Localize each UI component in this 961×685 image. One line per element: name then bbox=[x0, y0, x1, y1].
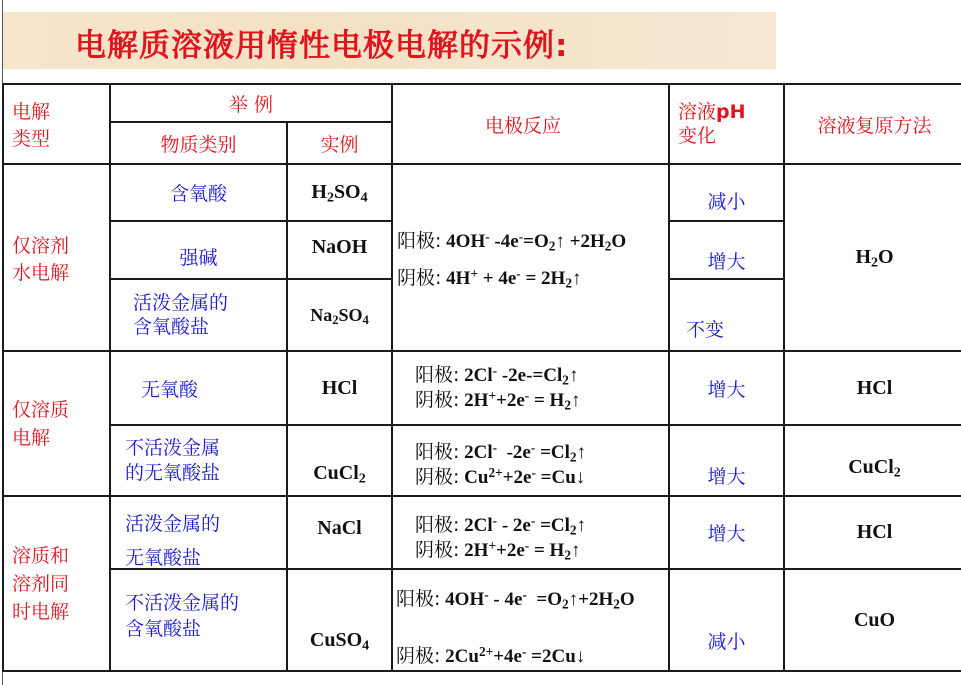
class-line: 含氧酸盐 bbox=[125, 618, 202, 640]
class-cell bbox=[110, 496, 287, 569]
class-line: 活泼金属的 bbox=[125, 513, 221, 535]
instance-cell bbox=[287, 425, 392, 496]
type-line: 水电解 bbox=[12, 261, 70, 284]
cathode-equation: 阴极: $4H^+ + 4e^- = 2H_2↑$ bbox=[397, 265, 582, 290]
ph-cell: 减小 bbox=[669, 164, 784, 221]
header-instance: 实例 bbox=[287, 122, 392, 164]
page-title: 电解质溶液用惰性电极电解的示例: bbox=[75, 28, 569, 64]
class-line: 不活泼金属 bbox=[125, 436, 221, 459]
anode-equation: 阳极: $4OH^- - 4e^- =O_2↑+2H_2O$ bbox=[396, 587, 635, 612]
header-type bbox=[3, 84, 110, 164]
formula-part: H bbox=[855, 246, 872, 268]
class-cell: 无氧酸 bbox=[110, 351, 287, 425]
type-line: 仅溶质 bbox=[12, 398, 70, 421]
formula-part: SO bbox=[338, 304, 363, 325]
formula-part: SO bbox=[333, 181, 361, 203]
type-line: 仅溶剂 bbox=[12, 234, 70, 257]
cathode-equation: 阴极: $2Cu^{2+}+4e^-$ =2Cu↓ bbox=[396, 644, 586, 667]
restore-cell: CuCl$_2$ bbox=[784, 425, 961, 496]
cathode-equation: 阴极: $Cu^{2+}+2e^-$ =Cu↓ bbox=[415, 464, 586, 488]
formula-part: Na bbox=[310, 304, 333, 325]
anode-equation: 阳极: 4OH- $-4e^-=O_2↑ +2H_2O$ bbox=[397, 228, 627, 253]
formula-sub: 2 bbox=[326, 190, 334, 206]
instance-cell bbox=[287, 279, 392, 351]
restore-cell: HCl bbox=[784, 496, 961, 569]
formula-part: CuSO bbox=[309, 629, 363, 651]
formula-sub: 4 bbox=[362, 638, 370, 654]
type-line: 溶剂同 bbox=[12, 572, 70, 595]
instance-cell bbox=[287, 569, 392, 671]
cathode-label: 阴极: bbox=[397, 266, 442, 289]
class-line: 不活泼金属的 bbox=[125, 592, 240, 614]
ph-cell: 减小 bbox=[669, 569, 784, 671]
header-type-line2: 类型 bbox=[12, 128, 51, 150]
ph-cell: 增大 bbox=[669, 425, 784, 496]
reaction-cell bbox=[392, 425, 669, 496]
header-type-line1: 电解 bbox=[12, 101, 51, 123]
type-line: 溶质和 bbox=[12, 544, 70, 567]
type-line: 电解 bbox=[12, 426, 51, 449]
header-ph-change bbox=[669, 84, 784, 164]
type-solute-and-solvent bbox=[3, 496, 110, 671]
ph-cell: 增大 bbox=[669, 496, 784, 569]
formula-sub: 4 bbox=[362, 312, 369, 327]
formula-part: H bbox=[311, 181, 327, 203]
instance-cell: NaCl bbox=[287, 496, 392, 569]
formula-sub: 2 bbox=[871, 255, 879, 271]
formula-part: O bbox=[878, 246, 894, 268]
restore-cell: CuO bbox=[784, 569, 961, 671]
type-solvent-only bbox=[3, 164, 110, 351]
ph-cell: 增大 bbox=[669, 221, 784, 279]
title-banner bbox=[3, 12, 776, 69]
header-electrode-reaction-text: 电极反应 bbox=[485, 114, 562, 137]
class-cell bbox=[110, 279, 287, 351]
reaction-cell bbox=[392, 569, 669, 671]
header-ph-line1a: 溶液 bbox=[678, 101, 717, 123]
header-examples: 举 例 bbox=[110, 84, 392, 122]
header-ph-line1b: pH bbox=[716, 101, 746, 123]
formula-sub: 2 bbox=[332, 312, 339, 327]
type-solute-only bbox=[3, 351, 110, 496]
class-line: 无氧酸盐 bbox=[125, 547, 202, 569]
anode-equation: 阳极: 2Cl- $-2e-=Cl_2↑$ bbox=[415, 363, 579, 388]
reaction-cell bbox=[392, 164, 669, 351]
class-cell: 含氧酸 bbox=[110, 164, 287, 221]
header-ph-line2: 变化 bbox=[678, 125, 717, 147]
ph-cell: 增大 bbox=[669, 351, 784, 425]
class-cell bbox=[110, 425, 287, 496]
formula-sub: 2 bbox=[358, 471, 366, 487]
restore-cell: HCl bbox=[784, 351, 961, 425]
ph-cell: 不变 bbox=[669, 279, 784, 351]
anode-equation: 阳极: $2Cl^- - 2e^- =Cl_2↑$ bbox=[415, 512, 587, 537]
formula-sub: 4 bbox=[360, 190, 368, 206]
cathode-equation: 阴极: $2H^++2e^- = H_2↑$ bbox=[415, 388, 581, 413]
electrolysis-table bbox=[2, 83, 961, 672]
cathode-equation: 阴极: $2H^++2e^- = H_2↑$ bbox=[415, 537, 581, 562]
formula-part: CuCl bbox=[313, 462, 359, 484]
reaction-cell bbox=[392, 351, 669, 425]
class-line: 活泼金属的 bbox=[133, 292, 229, 314]
restore-cell bbox=[784, 164, 961, 351]
instance-cell: NaOH bbox=[287, 221, 392, 279]
reaction-cell bbox=[392, 496, 669, 569]
header-electrode-reaction bbox=[392, 84, 669, 164]
class-line: 的无氧酸盐 bbox=[125, 461, 221, 484]
anode-label: 阳极: bbox=[397, 229, 442, 252]
instance-cell bbox=[287, 164, 392, 221]
class-cell: 强碱 bbox=[110, 221, 287, 279]
class-cell bbox=[110, 569, 287, 671]
instance-cell: HCl bbox=[287, 351, 392, 425]
anode-equation: 阳极: 2Cl- $-2e^- =Cl_2↑$ bbox=[415, 439, 587, 464]
type-line: 时电解 bbox=[12, 600, 70, 623]
header-substance-class: 物质类别 bbox=[110, 122, 287, 164]
header-restore-method: 溶液复原方法 bbox=[784, 84, 961, 164]
class-line: 含氧酸盐 bbox=[133, 316, 210, 338]
